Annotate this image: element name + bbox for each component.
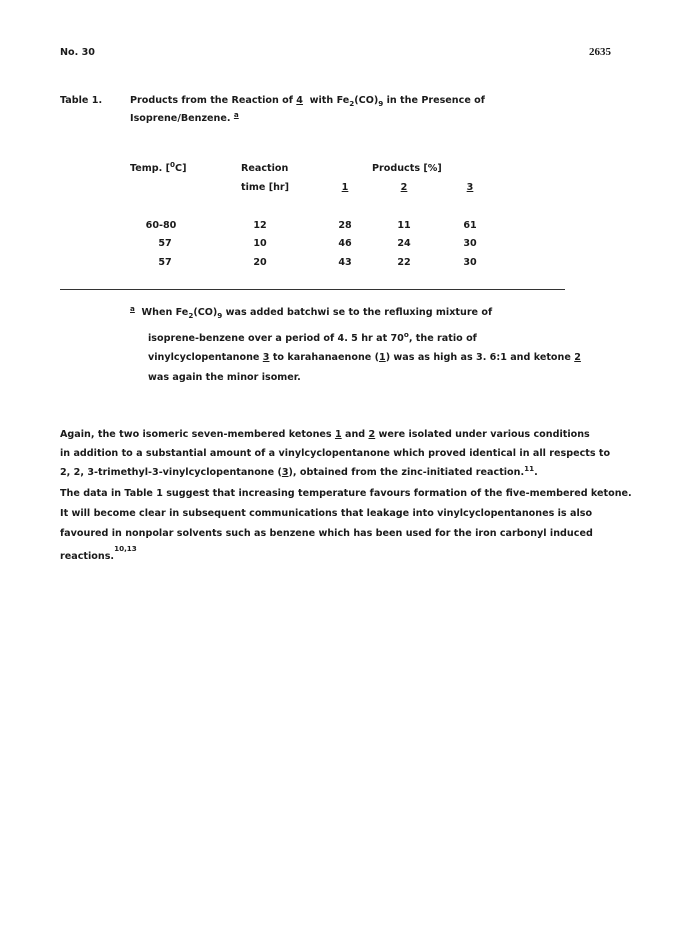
body-line2: in addition to a substantial amount of a vinylcyclopentanone which proved identical in all respects to: [60, 448, 611, 459]
table-caption-line2: Isoprene/Benzene. $^a$: [130, 109, 239, 124]
journal-issue: No. 30: [60, 47, 95, 58]
cell-product-2: 24: [397, 238, 411, 249]
cell-product-2: 11: [397, 220, 411, 231]
product-header-3: 3: [466, 182, 474, 193]
col-header-reaction: Reaction: [241, 163, 289, 174]
body-line4: The data in Table 1 suggest that increasing temperature favours formation of the five-membered ketone.: [60, 488, 632, 499]
cell-temp: 57: [158, 257, 172, 268]
cell-product-1: 43: [338, 257, 352, 268]
product-header-1: 1: [341, 182, 349, 193]
table-caption-line1: Products from the Reaction of 4 with $Fe_2(CO)_9$ in the Presence of: [130, 95, 485, 108]
cell-product-1: 46: [338, 238, 352, 249]
cell-product-3: 30: [463, 238, 477, 249]
table-label: Table 1.: [60, 95, 103, 106]
cell-temp: 60-80: [145, 220, 177, 231]
cell-product-3: 30: [463, 257, 477, 268]
table-bottom-rule: [60, 289, 565, 290]
page-number: 2635: [589, 46, 611, 58]
cell-temp: 57: [158, 238, 172, 249]
cell-time: 20: [253, 257, 267, 268]
cell-product-3: 61: [463, 220, 477, 231]
body-line3: 2, 2, 3-trimethyl-3-vinylcyclopentanone (3), obtained from the zinc-initiated reaction.$^{11}$.: [60, 463, 538, 478]
body-line6: favoured in nonpolar solvents such as benzene which has been used for the iron carbonyl induced: [60, 528, 593, 539]
cell-time: 10: [253, 238, 267, 249]
footnote-line4: was again the minor isomer.: [148, 372, 301, 383]
footnote-line1: $^a$ When $Fe_2(CO)_9$ was added batchwi se to the refluxing mixture of: [130, 303, 493, 320]
footnote-mark: a: [130, 303, 135, 313]
col-header-time: time [hr]: [241, 182, 290, 193]
ref-10-13: 10,13: [114, 543, 137, 553]
body-line5: It will become clear in subsequent communications that leakage into vinylcyclopentanones is also: [60, 508, 593, 519]
cell-product-2: 22: [397, 257, 411, 268]
footnote-line2: isoprene-benzene over a period of 4. 5 hr at 70$^o$, the ratio of: [148, 329, 477, 344]
body-line1: Again, the two isomeric seven-membered ketones 1 and 2 were isolated under various conditions: [60, 429, 590, 440]
caption-footnote-mark: a: [233, 109, 239, 119]
cell-product-1: 28: [338, 220, 352, 231]
product-header-2: 2: [400, 182, 408, 193]
col-header-temp: Temp. [$^0$C]: [130, 159, 187, 174]
footnote-line3: vinylcyclopentanone 3 to karahanaenone (1) was as high as 3. 6:1 and ketone 2: [148, 352, 581, 363]
cell-time: 12: [253, 220, 267, 231]
col-header-products: Products [%]: [372, 163, 442, 174]
ref-11: 11: [524, 463, 535, 473]
body-line7: reactions.$^{10,13}$: [60, 543, 137, 562]
